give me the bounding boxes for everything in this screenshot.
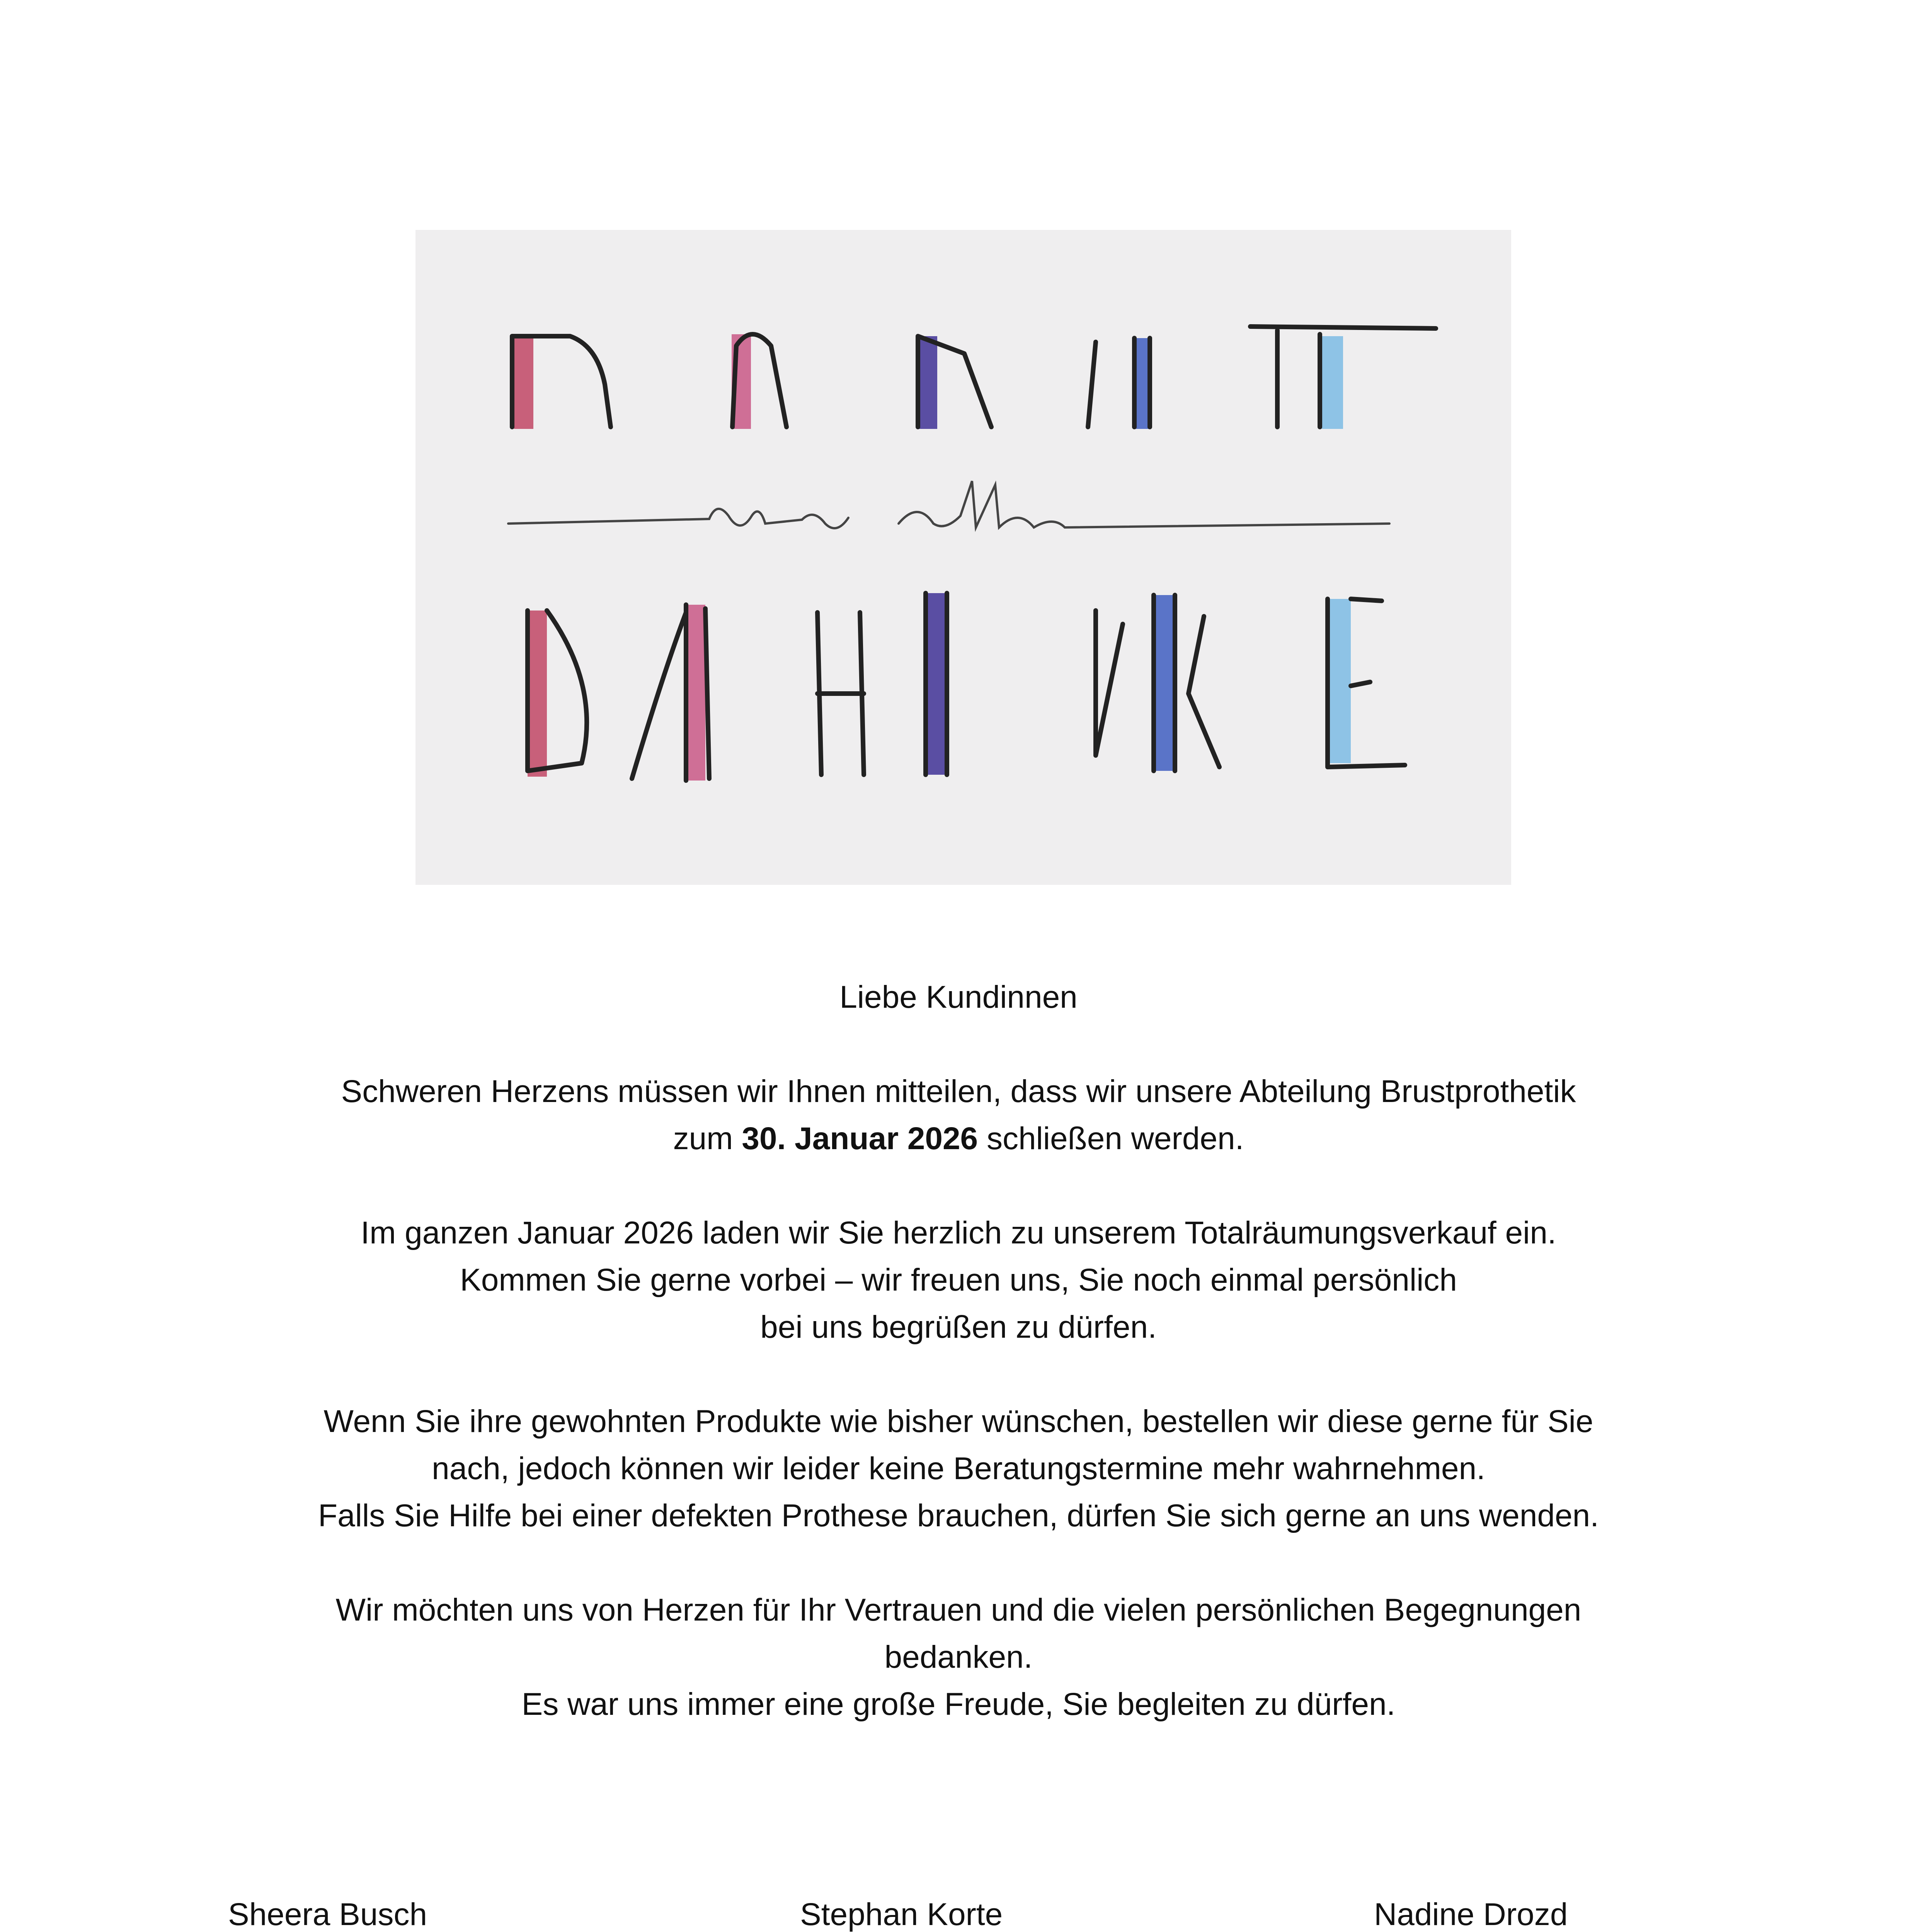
closing-date-suffix: schließen werden. <box>978 1121 1244 1156</box>
letter-body <box>186 974 1731 1728</box>
signatory-name-2: Stephan Korte <box>800 1897 1003 1932</box>
signatory-name-3: Nadine Drozd <box>1374 1897 1568 1932</box>
greeting: Liebe Kundinnen <box>839 980 1078 1015</box>
danke-drawing <box>415 230 1511 885</box>
danke-header-image <box>415 230 1511 885</box>
closing-date: 30. Januar 2026 <box>742 1121 978 1156</box>
paragraph-2-line-3: bei uns begrüßen zu dürfen. <box>760 1310 1157 1345</box>
paragraph-4-line-2: bedanken. <box>884 1639 1033 1675</box>
paragraph-3-line-2: nach, jedoch können wir leider keine Beratungstermine mehr wahrnehmen. <box>432 1451 1485 1486</box>
paragraph-1-line-1: Schweren Herzens müssen wir Ihnen mitteilen, dass wir unsere Abteilung Brustprothetik <box>341 1074 1576 1109</box>
paragraph-4-line-1: Wir möchten uns von Herzen für Ihr Vertrauen und die vielen persönlichen Begegnungen <box>335 1592 1582 1628</box>
closing-date-prefix: zum <box>673 1121 742 1156</box>
paragraph-3-line-3: Falls Sie Hilfe bei einer defekten Prothese brauchen, dürfen Sie sich gerne an uns wenden. <box>318 1498 1599 1533</box>
signatory-name-1: Sheera Busch <box>228 1897 427 1932</box>
paragraph-2-line-1: Im ganzen Januar 2026 laden wir Sie herzlich zu unserem Totalräumungsverkauf ein. <box>361 1215 1556 1250</box>
paragraph-1-line-2 <box>186 1115 1731 1162</box>
paragraph-4-line-3: Es war uns immer eine große Freude, Sie begleiten zu dürfen. <box>521 1687 1396 1722</box>
paragraph-3-line-1: Wenn Sie ihre gewohnten Produkte wie bisher wünschen, bestellen wir diese gerne für Sie <box>323 1404 1594 1439</box>
paragraph-2-line-2: Kommen Sie gerne vorbei – wir freuen uns, Sie noch einmal persönlich <box>460 1262 1457 1298</box>
